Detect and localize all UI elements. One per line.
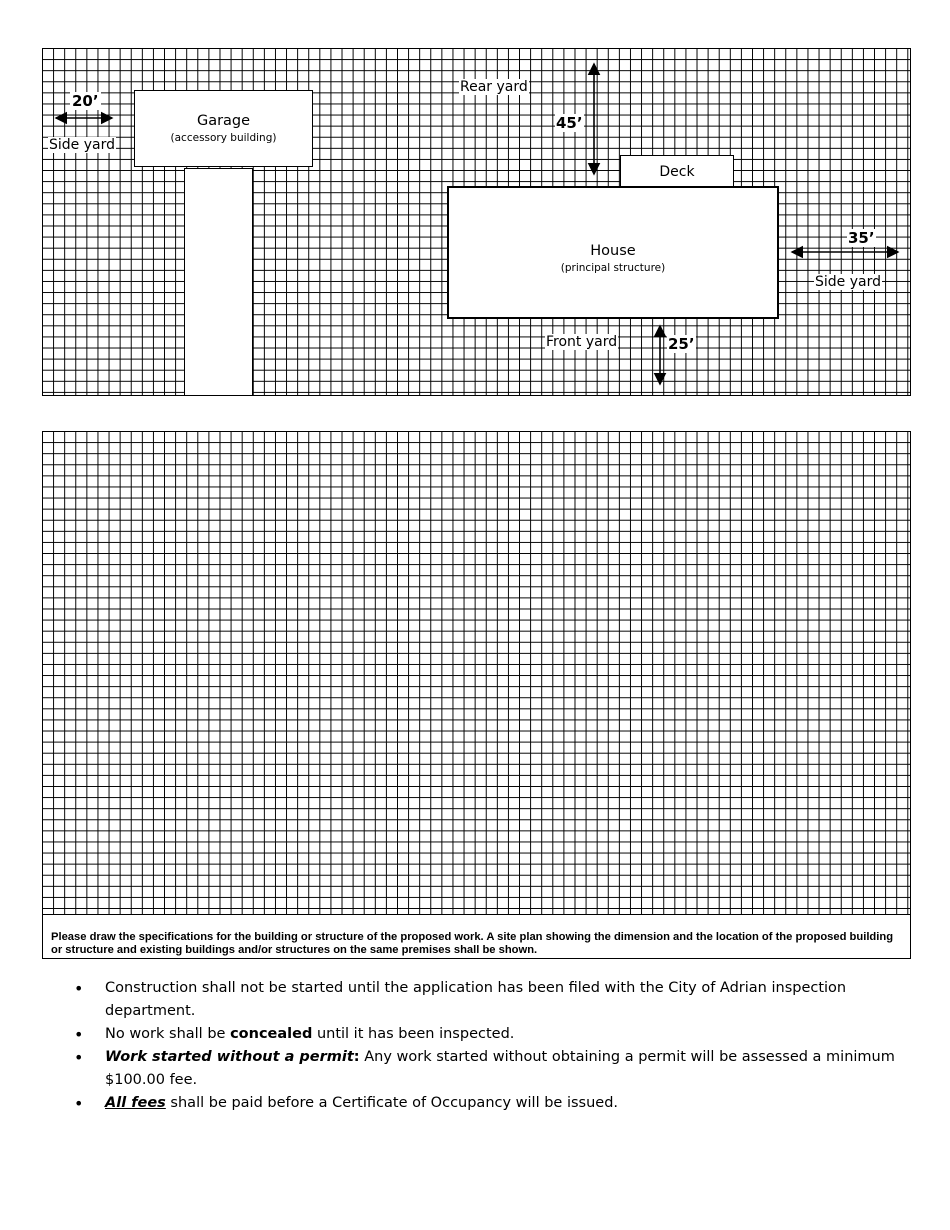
- house-title: House: [590, 243, 636, 259]
- note-item: [55, 977, 925, 1023]
- side-yard-right-label: Side yard: [815, 274, 881, 290]
- side-yard-left-label: Side yard: [49, 137, 115, 153]
- deck-label: Deck: [659, 164, 695, 180]
- note-4-bold: All fees: [105, 1095, 166, 1111]
- garage-title: Garage: [196, 113, 251, 129]
- note-3-colon: :: [353, 1049, 360, 1065]
- notes-list: [55, 977, 925, 1115]
- note-3-bold: Work started without a permit: [105, 1049, 354, 1065]
- note-4-text: shall be paid before a Certificate of Occupancy will be issued.: [165, 1095, 619, 1111]
- note-item: [55, 1023, 925, 1046]
- note-3-text: Any work started without obtaining a permit will be assessed a minimum $100.00 fee.: [105, 1049, 895, 1088]
- note-2-bold: concealed: [230, 1026, 313, 1042]
- note-2-text-before: No work shall be: [105, 1026, 231, 1042]
- dimension-arrows: [0, 0, 950, 420]
- note-item: [55, 1092, 925, 1115]
- rear-yard-label: Rear yard: [460, 79, 528, 95]
- note-2-text-after: until it has been inspected.: [312, 1026, 515, 1042]
- side-yard-right-distance: 35’: [848, 229, 875, 247]
- side-yard-left-distance: 20’: [72, 92, 99, 110]
- front-yard-label: Front yard: [546, 334, 618, 350]
- drawing-grid[interactable]: [42, 431, 911, 915]
- rear-yard-distance: 45’: [556, 114, 583, 132]
- garage-subtitle: (accessory building): [170, 132, 277, 144]
- house-subtitle: (principal structure): [560, 262, 666, 274]
- instructions-box: [42, 914, 911, 959]
- instructions-text: Please draw the specifications for the building or structure of the proposed work. A site plan showing the dimension and the location of the proposed building or structure and existing buildings and/or structures on the same premises shall be shown.: [51, 931, 894, 956]
- front-yard-distance: 25’: [668, 335, 695, 353]
- note-item: [55, 1046, 925, 1092]
- note-1-text: Construction shall not be started until the application has been filed with the City of Adrian inspection department.: [105, 980, 847, 1019]
